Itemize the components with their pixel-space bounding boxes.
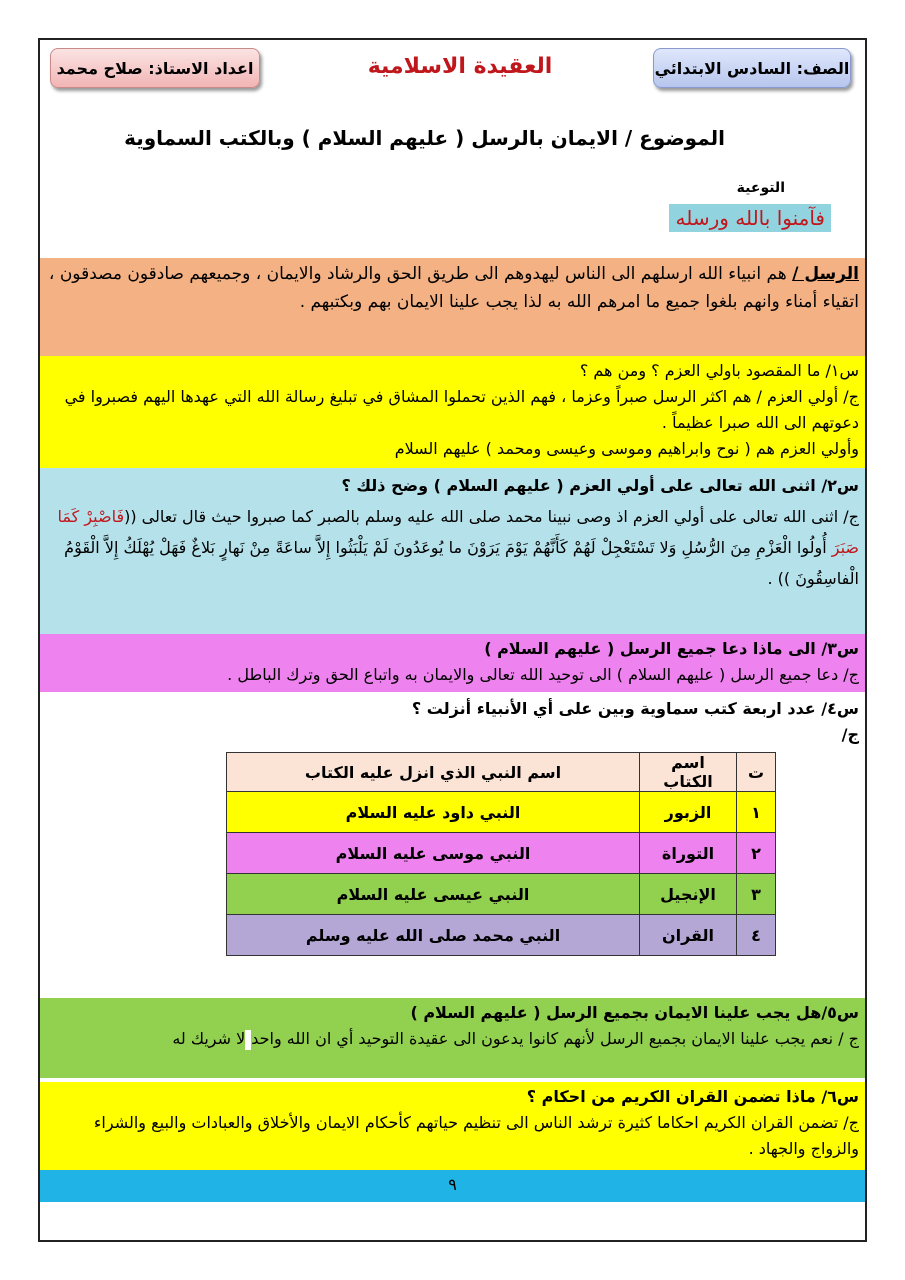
row-number: ٢ bbox=[737, 833, 776, 874]
row-prophet: النبي عيسى عليه السلام bbox=[227, 874, 640, 915]
header-book: اسم الكتاب bbox=[640, 753, 737, 792]
question-4: س٤/ عدد اربعة كتب سماوية وبين على أي الأنبياء أنزلت ؟ bbox=[411, 699, 859, 718]
question-1-block bbox=[40, 356, 865, 468]
table-row bbox=[227, 874, 776, 915]
grade-label: الصف: السادس الابتدائي bbox=[653, 48, 851, 88]
question-6: س٦/ ماذا تضمن القران الكريم من احكام ؟ bbox=[526, 1087, 859, 1106]
answer-1-extra: وأولي العزم هم ( نوح وابراهيم وموسى وعيسى ومحمد ) عليهم السلام bbox=[394, 439, 859, 458]
row-prophet: النبي داود عليه السلام bbox=[227, 792, 640, 833]
question-3: س٣/ الى ماذا دعا جميع الرسل ( عليهم السلام ) bbox=[484, 639, 859, 658]
answer-4-label: ج/ bbox=[841, 725, 859, 744]
subject-title: العقيدة الاسلامية bbox=[367, 54, 553, 79]
teacher-label: اعداد الاستاذ: صلاح محمد bbox=[50, 48, 260, 88]
worksheet-page bbox=[38, 38, 867, 1242]
answer-3: ج/ دعا جميع الرسل ( عليهم السلام ) الى توحيد الله تعالى والايمان به واتباع الحق وترك الباطل . bbox=[227, 665, 859, 684]
table-row bbox=[227, 833, 776, 874]
question-1: س١/ ما المقصود باولي العزم ؟ ومن هم ؟ bbox=[579, 361, 859, 380]
question-2-block bbox=[40, 468, 865, 636]
question-4-block bbox=[412, 696, 859, 748]
header-number: ت bbox=[737, 753, 776, 792]
books-table bbox=[226, 752, 776, 956]
row-number: ٤ bbox=[737, 915, 776, 956]
question-3-block bbox=[40, 634, 865, 692]
guidance-verse: فآمنوا بالله ورسله bbox=[669, 204, 831, 232]
answer-5 bbox=[46, 1026, 859, 1052]
row-book: الإنجيل bbox=[640, 874, 737, 915]
answer-2-verse: أُولُوا الْعَزْمِ مِنَ الرُّسُلِ وَلا تَسْتَعْجِلْ لَهُمْ كَأَنَّهُمْ يَوْمَ يَرَوْنَ ما يُوعَدُونَ لَمْ يَلْبَثُوا إِلاَّ ساعَةً مِنْ نَهارٍ بَلاغٌ فَهَلْ يُهْلَكُ إِلاَّ الْقَوْمُ الْفاسِقُونَ )) . bbox=[64, 538, 859, 588]
rusul-term: الرسل / bbox=[792, 264, 859, 284]
row-book: الزبور bbox=[640, 792, 737, 833]
answer-5-end: لا شريك له bbox=[172, 1029, 246, 1048]
page-number: ٩ bbox=[40, 1170, 865, 1202]
question-5-block bbox=[40, 998, 865, 1078]
row-prophet: النبي محمد صلى الله عليه وسلم bbox=[227, 915, 640, 956]
guidance-label: التوعية bbox=[736, 180, 785, 196]
row-prophet: النبي موسى عليه السلام bbox=[227, 833, 640, 874]
rusul-text: هم انبياء الله ارسلهم الى الناس ليهدوهم الى طريق الحق والرشاد والايمان ، وجميعهم صادقون مصدقون ، اتقياء أمناء وانهم بلغوا جميع ما امرهم الله به لذا يجب علينا الايمان بهم وبكتبهم . bbox=[48, 264, 859, 312]
table-header-row bbox=[227, 753, 776, 792]
row-number: ١ bbox=[737, 792, 776, 833]
header-prophet: اسم النبي الذي انزل عليه الكتاب bbox=[227, 753, 640, 792]
answer-2-intro: ج/ اثنى الله تعالى على أولي العزم اذ وصى نبينا محمد صلى الله عليه وسلم بالصبر كما صبروا حيث قال تعالى (( bbox=[124, 507, 859, 526]
row-book: التوراة bbox=[640, 833, 737, 874]
row-number: ٣ bbox=[737, 874, 776, 915]
question-2: س٢/ اثنى الله تعالى على أولي العزم ( عليهم السلام ) وضح ذلك ؟ bbox=[341, 476, 859, 495]
answer-2-highlight: فَاصْبِرْ كَمَا صَبَرَ bbox=[57, 507, 859, 557]
rusul-definition bbox=[40, 258, 865, 356]
question-5: س٥/هل يجب علينا الايمان بجميع الرسل ( عليهم السلام ) bbox=[410, 1003, 859, 1022]
answer-6: ج/ تضمن القران الكريم احكاما كثيرة ترشد الناس الى تنظيم حياتهم كأحكام الايمان والأخلاق والعبادات والبيع والشراء والزواج والجهاد . bbox=[93, 1113, 859, 1158]
question-6-block bbox=[40, 1082, 865, 1172]
row-book: القران bbox=[640, 915, 737, 956]
answer-2 bbox=[46, 501, 859, 594]
topic-title: الموضوع / الايمان بالرسل ( عليهم السلام ) وبالكتب السماوية bbox=[124, 126, 725, 150]
table-row bbox=[227, 915, 776, 956]
answer-1: ج/ أولي العزم / هم اكثر الرسل صبراً وعزما ، فهم الذين تحملوا المشاق في تبليغ رسالة الله التي عهدها اليهم فصبروا في دعوتهم الى الله صبرا عظيماً . bbox=[64, 387, 859, 432]
table-row bbox=[227, 792, 776, 833]
answer-5-text: ج / نعم يجب علينا الايمان بجميع الرسل لأنهم كانوا يدعون الى عقيدة التوحيد أي ان الله واحد bbox=[251, 1029, 859, 1048]
